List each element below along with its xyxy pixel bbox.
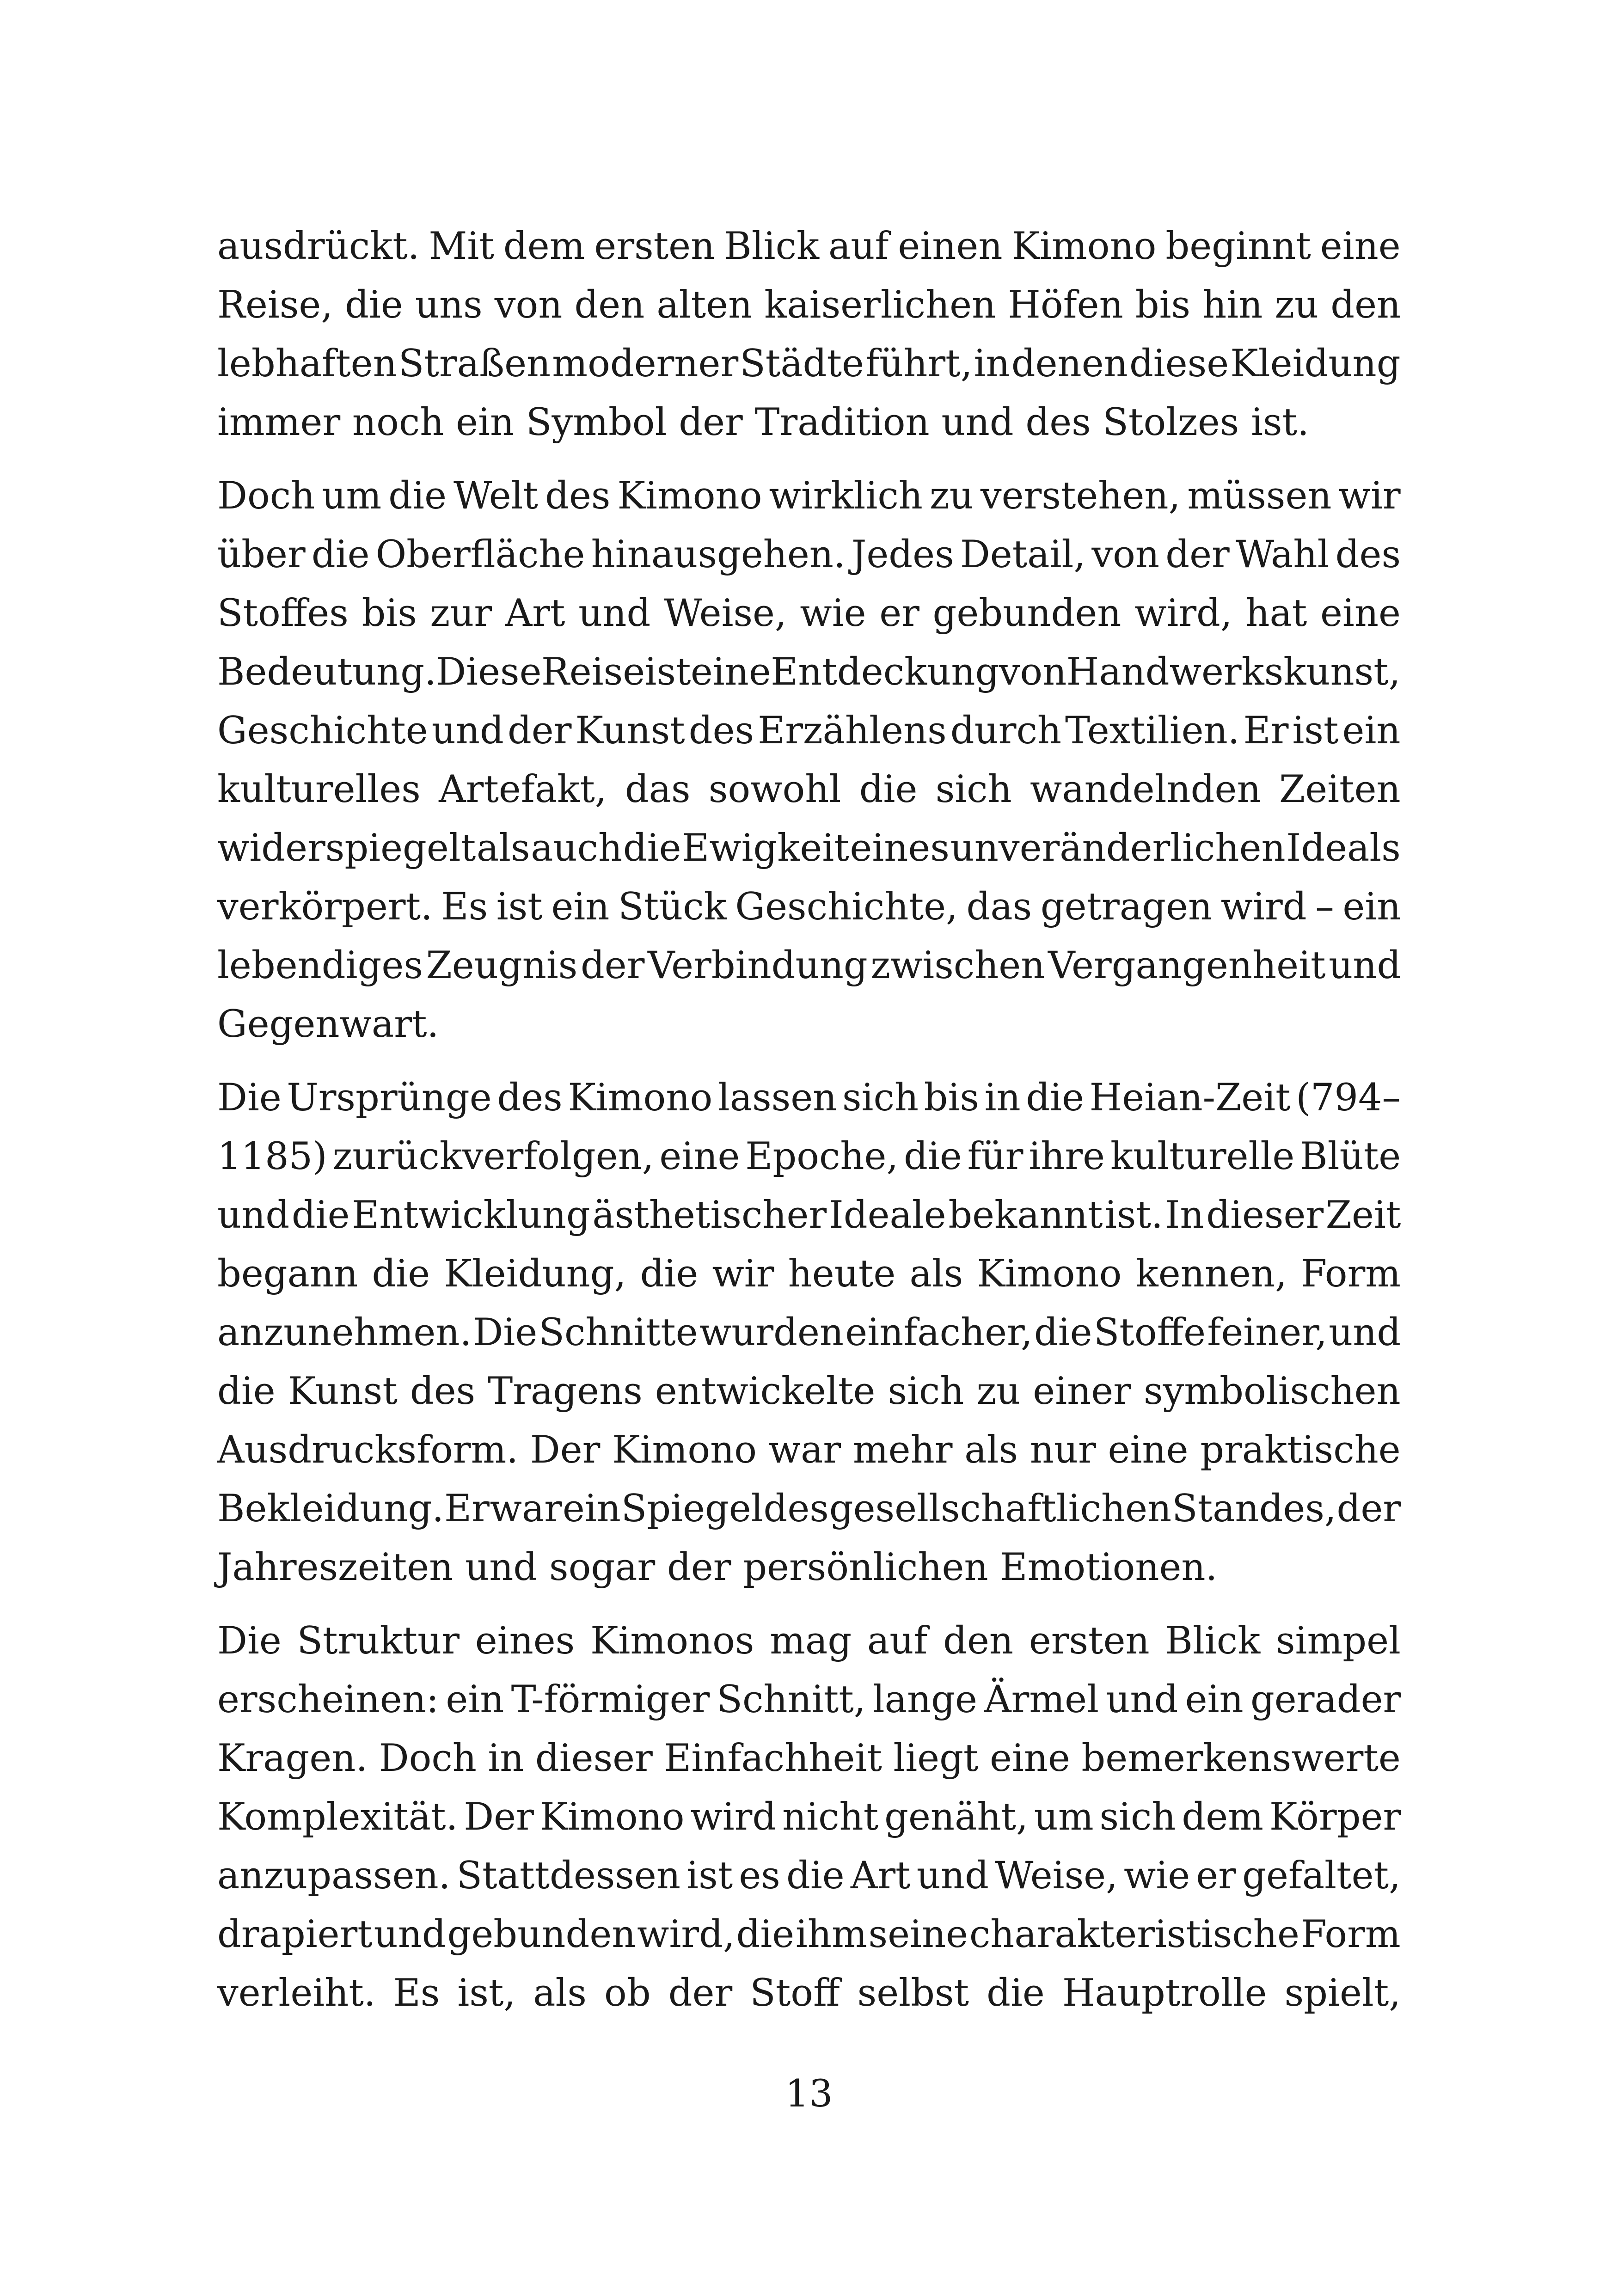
text-line: Ausdrucksform. Der Kimono war mehr als nur eine praktische xyxy=(217,1428,1401,1472)
paragraph-1 xyxy=(217,217,1401,452)
text-line: anzupassen. Stattdessen ist es die Art und Weise, wie er gefaltet, xyxy=(217,1854,1401,1898)
text-line: lebhaften Straßen moderner Städte führt, in denen diese Kleidung xyxy=(217,342,1401,386)
text-line: begann die Kleidung, die wir heute als Kimono kennen, Form xyxy=(217,1252,1401,1296)
text-line: Doch um die Welt des Kimono wirklich zu verstehen, müssen wir xyxy=(217,474,1401,518)
text-line: erscheinen: ein T-förmiger Schnitt, lange Ärmel und ein gerader xyxy=(217,1678,1401,1721)
paragraph-2 xyxy=(217,467,1401,1054)
text-line: Jahreszeiten und sogar der persönlichen Emotionen. xyxy=(217,1546,1218,1589)
text-line: über die Oberfläche hinausgehen. Jedes Detail, von der Wahl des xyxy=(217,533,1401,576)
page-number: 13 xyxy=(785,2072,833,2116)
text-line: immer noch ein Symbol der Tradition und des Stolzes ist. xyxy=(217,401,1309,444)
paragraph-4 xyxy=(217,1612,1401,2023)
text-line: Kragen. Doch in dieser Einfachheit liegt eine bemerkenswerte xyxy=(217,1737,1401,1780)
text-line: die Kunst des Tragens entwickelte sich zu einer symbolischen xyxy=(217,1370,1401,1413)
text-line: verkörpert. Es ist ein Stück Geschichte, das getragen wird – ein xyxy=(217,885,1401,929)
text-line: Geschichte und der Kunst des Erzählens durch Textilien. Er ist ein xyxy=(217,709,1401,753)
paragraph-3 xyxy=(217,1069,1401,1597)
text-line: Die Ursprünge des Kimono lassen sich bis in die Heian-Zeit (794– xyxy=(217,1076,1401,1120)
text-line: ausdrückt. Mit dem ersten Blick auf einen Kimono beginnt eine xyxy=(217,225,1401,268)
text-line: Gegenwart. xyxy=(217,1003,439,1046)
text-line: Reise, die uns von den alten kaiserlichen Höfen bis hin zu den xyxy=(217,283,1401,327)
text-line: Komplexität. Der Kimono wird nicht genäht, um sich dem Körper xyxy=(217,1795,1401,1839)
text-line: lebendiges Zeugnis der Verbindung zwischen Vergangenheit und xyxy=(217,944,1401,987)
body-text xyxy=(217,217,1401,2038)
text-line: widerspiegelt als auch die Ewigkeit eines unveränderlichen Ideals xyxy=(217,827,1401,870)
text-line: Bedeutung. Diese Reise ist eine Entdeckung von Handwerkskunst, xyxy=(217,650,1401,694)
text-line: verleiht. Es ist, als ob der Stoff selbst die Hauptrolle spielt, xyxy=(217,1971,1401,2015)
text-line: 1185) zurückverfolgen, eine Epoche, die für ihre kulturelle Blüte xyxy=(217,1135,1401,1178)
text-line: drapiert und gebunden wird, die ihm seine charakteristische Form xyxy=(217,1913,1401,1956)
text-line: anzunehmen. Die Schnitte wurden einfacher, die Stoffe feiner, und xyxy=(217,1311,1401,1354)
text-line: und die Entwicklung ästhetischer Ideale bekannt ist. In dieser Zeit xyxy=(217,1194,1401,1237)
text-line: Die Struktur eines Kimonos mag auf den ersten Blick simpel xyxy=(217,1619,1401,1663)
text-line: Stoffes bis zur Art und Weise, wie er gebunden wird, hat eine xyxy=(217,592,1401,635)
text-line: Bekleidung. Er war ein Spiegel des gesellschaftlichen Standes, der xyxy=(217,1487,1401,1531)
text-line: kulturelles Artefakt, das sowohl die sich wandelnden Zeiten xyxy=(217,768,1401,811)
